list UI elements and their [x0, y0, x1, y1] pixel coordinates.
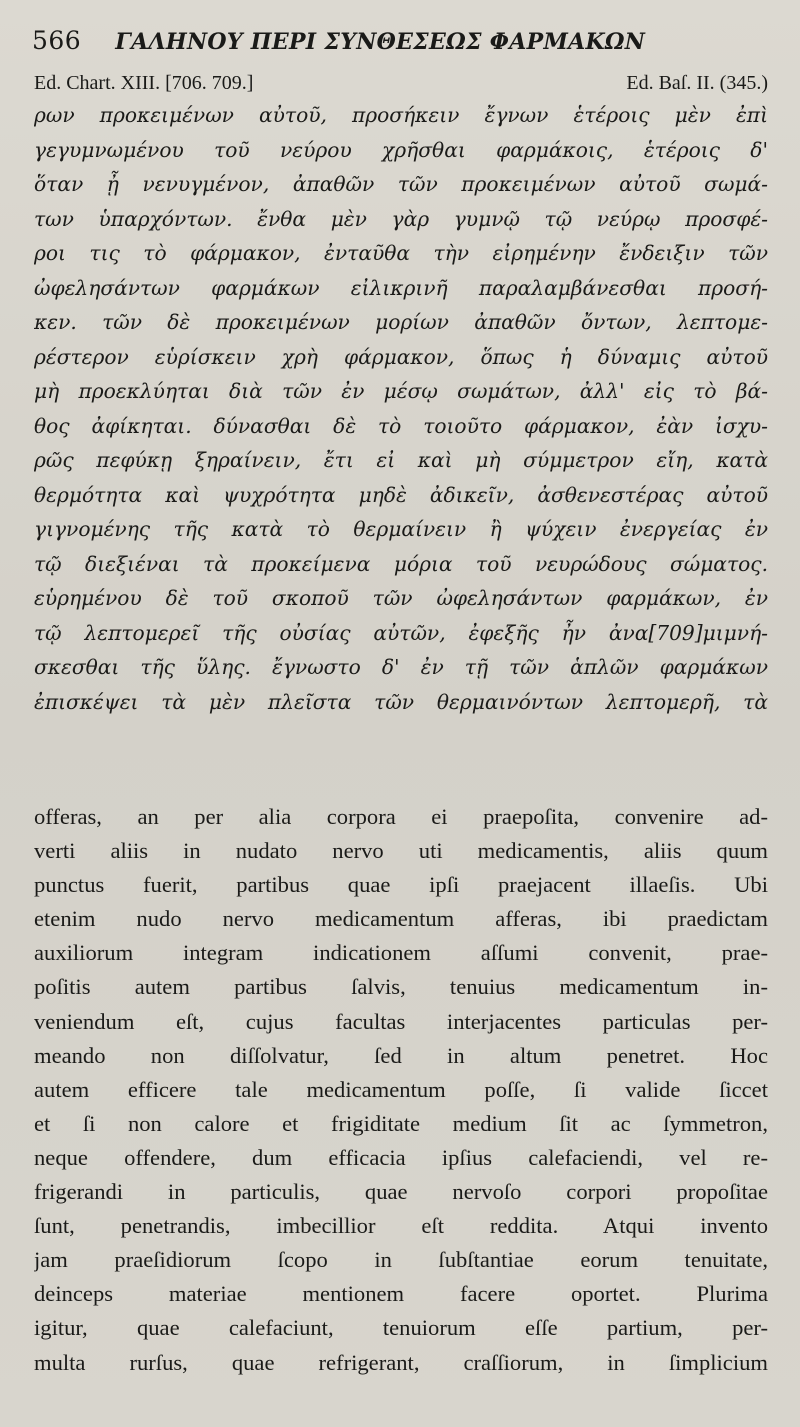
running-title: ΓΑΛΗΝΟΥ ΠΕΡΙ ΣΥΝΘΕΣΕΩΣ ΦΑΡΜΑΚΩΝ: [115, 29, 646, 55]
latin-line: ſunt, penetrandis, imbecillior eſt reddita. Atqui invento: [34, 1213, 768, 1239]
greek-text-block: [34, 98, 768, 719]
greek-line: τῷ διεξιέναι τὰ προκείμενα μόρια τοῦ νευρώδους σώματος.: [34, 551, 768, 576]
latin-line: meando non diſſolvatur, ſed in altum penetret. Hoc: [34, 1042, 768, 1068]
latin-line: deinceps materiae mentionem facere oportet. Plurima: [34, 1281, 768, 1307]
greek-line: ροι τις τὸ φάρμακον, ἐνταῦθα τὴν εἰρημένην ἔνδειξιν τῶν: [34, 241, 768, 265]
greek-line: θερμότητα καὶ ψυχρότητα μηδὲ ἀδικεῖν, ἀσθενεστέρας αὐτοῦ: [34, 482, 768, 507]
page-header: [32, 26, 772, 66]
page-number: 566: [32, 26, 82, 55]
greek-line: κεν. τῶν δὲ προκειμένων μορίων ἀπαθῶν ὄντων, λεπτομε-: [34, 310, 768, 334]
greek-line: μὴ προεκλύηται διὰ τῶν ἐν μέσῳ σωμάτων, ἀλλ' εἰς τὸ βά-: [34, 379, 768, 403]
latin-line: veniendum eſt, cujus facultas interjacentes particulas per-: [34, 1008, 768, 1034]
edition-basel-reference: Ed. Baſ. II. (345.): [626, 72, 768, 94]
greek-line: ὅταν ᾖ νενυγμένον, ἀπαθῶν τῶν προκειμένων αὐτοῦ σωμά-: [34, 172, 768, 196]
greek-line: ἐπισκέψει τὰ μὲν πλεῖστα τῶν θερμαινόντων λεπτομερῆ, τὰ: [34, 689, 768, 714]
greek-line: τῷ λεπτομερεῖ τῆς οὐσίας αὐτῶν, ἐφεξῆς ἦν ἀνα[709]μιμνή-: [34, 620, 768, 645]
latin-line: igitur, quae calefaciunt, tenuiorum eſſe partium, per-: [34, 1315, 768, 1341]
latin-line: et ſi non calore et frigiditate medium ſit ac ſymmetron,: [34, 1110, 768, 1136]
latin-line: auxiliorum integram indicationem aſſumi convenit, prae-: [34, 940, 768, 966]
latin-line: offeras, an per alia corpora ei praepoſita, convenire ad-: [34, 804, 768, 829]
latin-line: poſitis autem partibus ſalvis, tenuius medicamentum in-: [34, 974, 768, 1000]
greek-line: εὑρημένου δὲ τοῦ σκοποῦ τῶν ὠφελησάντων φαρμάκων, ἐν: [34, 586, 768, 610]
latin-line: punctus fuerit, partibus quae ipſi praejacent illaeſis. Ubi: [34, 872, 768, 898]
latin-line: etenim nudo nervo medicamentum afferas, ibi praedictam: [34, 906, 768, 932]
edition-reference-line: [34, 72, 768, 95]
greek-line: ρέστερον εὑρίσκειν χρὴ φάρμακον, ὅπως ἡ δύναμις αὐτοῦ: [34, 344, 768, 369]
latin-line: verti aliis in nudato nervo uti medicamentis, aliis quum: [34, 838, 768, 864]
latin-line: neque offendere, dum efficacia ipſius calefaciendi, vel re-: [34, 1144, 768, 1170]
latin-line: frigerandi in particulis, quae nervoſo corpori propoſitae: [34, 1179, 768, 1205]
greek-line: γεγυμνωμένου τοῦ νεύρου χρῆσθαι φαρμάκοις, ἑτέροις δ': [34, 137, 768, 162]
latin-text-block: [34, 800, 768, 1380]
latin-line: multa rurſus, quae refrigerant, craſſiorum, in ſimplicium: [34, 1349, 768, 1375]
latin-line: autem efficere tale medicamentum poſſe, ſi valide ſiccet: [34, 1076, 768, 1102]
greek-line: γιγνομένης τῆς κατὰ τὸ θερμαίνειν ἢ ψύχειν ἐνεργείας ἐν: [34, 517, 768, 541]
greek-line: των ὑπαρχόντων. ἔνθα μὲν γὰρ γυμνῷ τῷ νεύρῳ προσφέ-: [34, 206, 768, 231]
edition-chart-reference: Ed. Chart. XIII. [706. 709.]: [34, 72, 254, 94]
greek-line: θος ἀφίκηται. δύνασθαι δὲ τὸ τοιοῦτο φάρμακον, ἐὰν ἰσχυ-: [34, 413, 768, 438]
greek-line: ρων προκειμένων αὐτοῦ, προσήκειν ἔγνων ἑτέροις μὲν ἐπὶ: [34, 103, 768, 127]
latin-line: jam praeſidiorum ſcopo in ſubſtantiae eorum tenuitate,: [34, 1247, 768, 1273]
greek-line: σκεσθαι τῆς ὕλης. ἔγνωστο δ' ἐν τῇ τῶν ἁπλῶν φαρμάκων: [34, 655, 768, 679]
greek-line: ρῶς πεφύκῃ ξηραίνειν, ἔτι εἰ καὶ μὴ σύμμετρον εἴη, κατὰ: [34, 448, 768, 472]
greek-line: ὠφελησάντων φαρμάκων εἰλικρινῆ παραλαμβάνεσθαι προσή-: [34, 275, 768, 300]
